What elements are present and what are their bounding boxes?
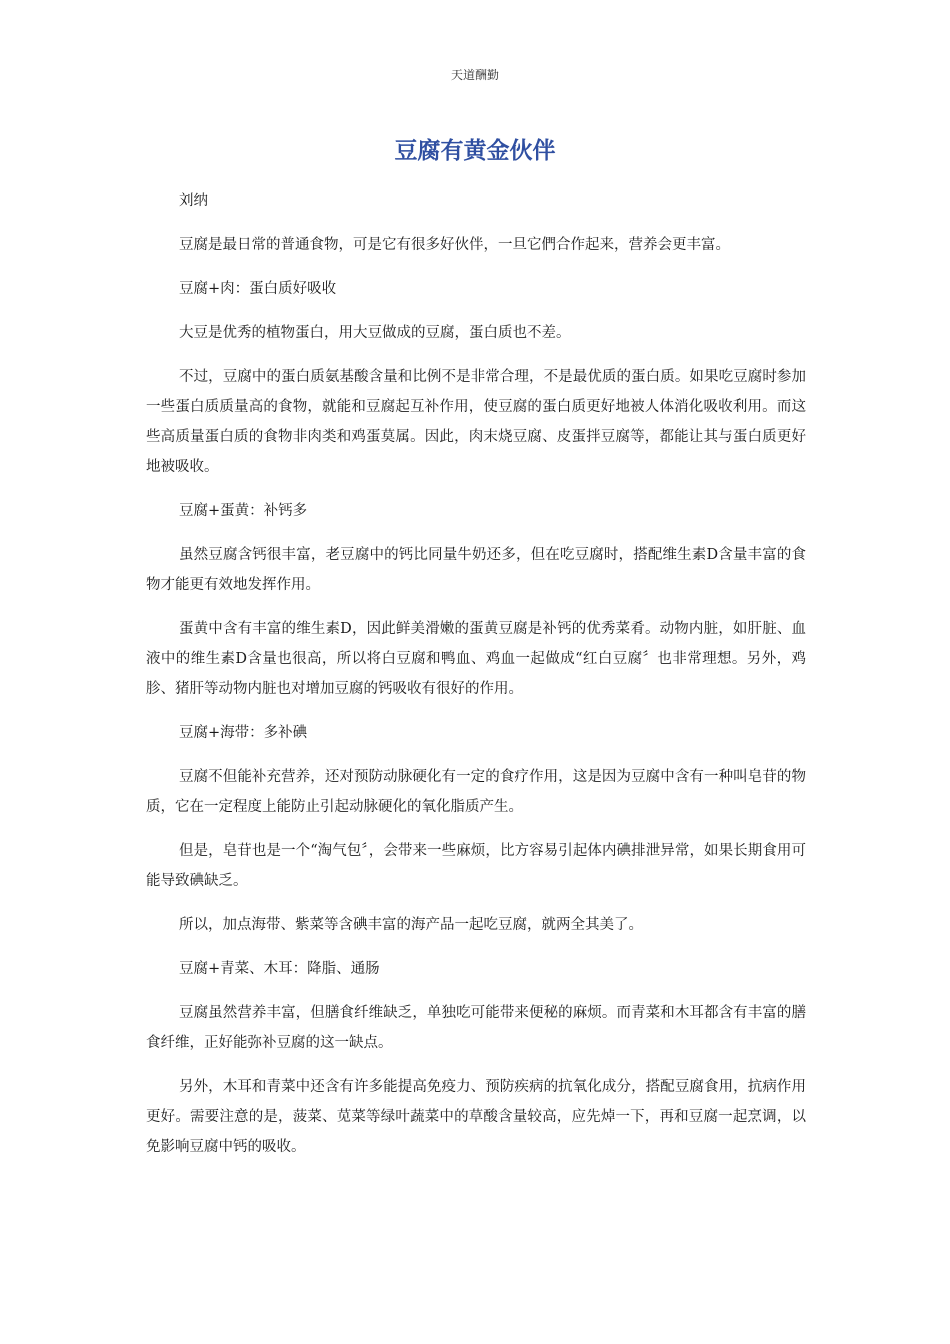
paragraph: 另外，木耳和青菜中还含有许多能提高免疫力、预防疾病的抗氧化成分，搭配豆腐食用，抗病作用更好。需要注意的是，菠菜、苋菜等绿叶蔬菜中的草酸含量较高，应先焯一下，再和豆腐一起烹调，以免影响豆腐中钙的吸收。 [146,1079,806,1155]
article-title: 豆腐有黄金伙伴 [394,138,556,164]
paragraph: 不过，豆腐中的蛋白质氨基酸含量和比例不是非常合理，不是最优质的蛋白质。如果吃豆腐时参加一些蛋白质质量高的食物，就能和豆腐起互补作用，使豆腐的蛋白质更好地被人体消化吸收利用。而这些高质量蛋白质的食物非肉类和鸡蛋莫属。因此，肉末烧豆腐、皮蛋拌豆腐等，都能让其与蛋白质更好地被吸收。 [146,369,806,475]
paragraph: 虽然豆腐含钙很丰富，老豆腐中的钙比同量牛奶还多，但在吃豆腐时，搭配维生素D含量丰富的食物才能更有效地发挥作用。 [146,547,806,593]
paragraph: 豆腐不但能补充营养，还对预防动脉硬化有一定的食疗作用，这是因为豆腐中含有一种叫皂苷的物质，它在一定程度上能防止引起动脉硬化的氧化脂质产生。 [146,769,806,815]
paragraph: 蛋黄中含有丰富的维生素D，因此鲜美滑嫩的蛋黄豆腐是补钙的优秀菜肴。动物内脏，如肝脏、血液中的维生素D含量也很高，所以将白豆腐和鸭血、鸡血一起做成“红白豆腐〞也非常理想。另外，鸡胗、猪肝等动物内脏也对增加豆腐的钙吸收有很好的作用。 [146,621,806,697]
paragraph: 豆腐虽然营养丰富，但膳食纤维缺乏，单独吃可能带来便秘的麻烦。而青菜和木耳都含有丰富的膳食纤维，正好能弥补豆腐的这一缺点。 [146,1005,806,1051]
section-heading: 豆腐+蛋黄：补钙多 [179,503,308,519]
author-name: 刘纳 [179,193,208,209]
section-heading: 豆腐+海带：多补碘 [179,725,308,741]
article-body [146,186,806,1176]
section-heading: 豆腐+肉：蛋白质好吸收 [179,281,337,297]
page-header: 天道酬勤 [450,68,499,82]
paragraph: 豆腐是最日常的普通食物，可是它有很多好伙伴，一旦它們合作起来，营养会更丰富。 [179,237,730,253]
section-heading: 豆腐+青菜、木耳：降脂、通肠 [179,961,380,977]
paragraph: 大豆是优秀的植物蛋白，用大豆做成的豆腐，蛋白质也不差。 [179,325,571,341]
paragraph: 但是，皂苷也是一个“淘气包〞，会带来一些麻烦，比方容易引起体内碘排泄异常，如果长期食用可能导致碘缺乏。 [146,843,806,889]
paragraph: 所以，加点海带、紫菜等含碘丰富的海产品一起吃豆腐，就两全其美了。 [179,917,643,933]
